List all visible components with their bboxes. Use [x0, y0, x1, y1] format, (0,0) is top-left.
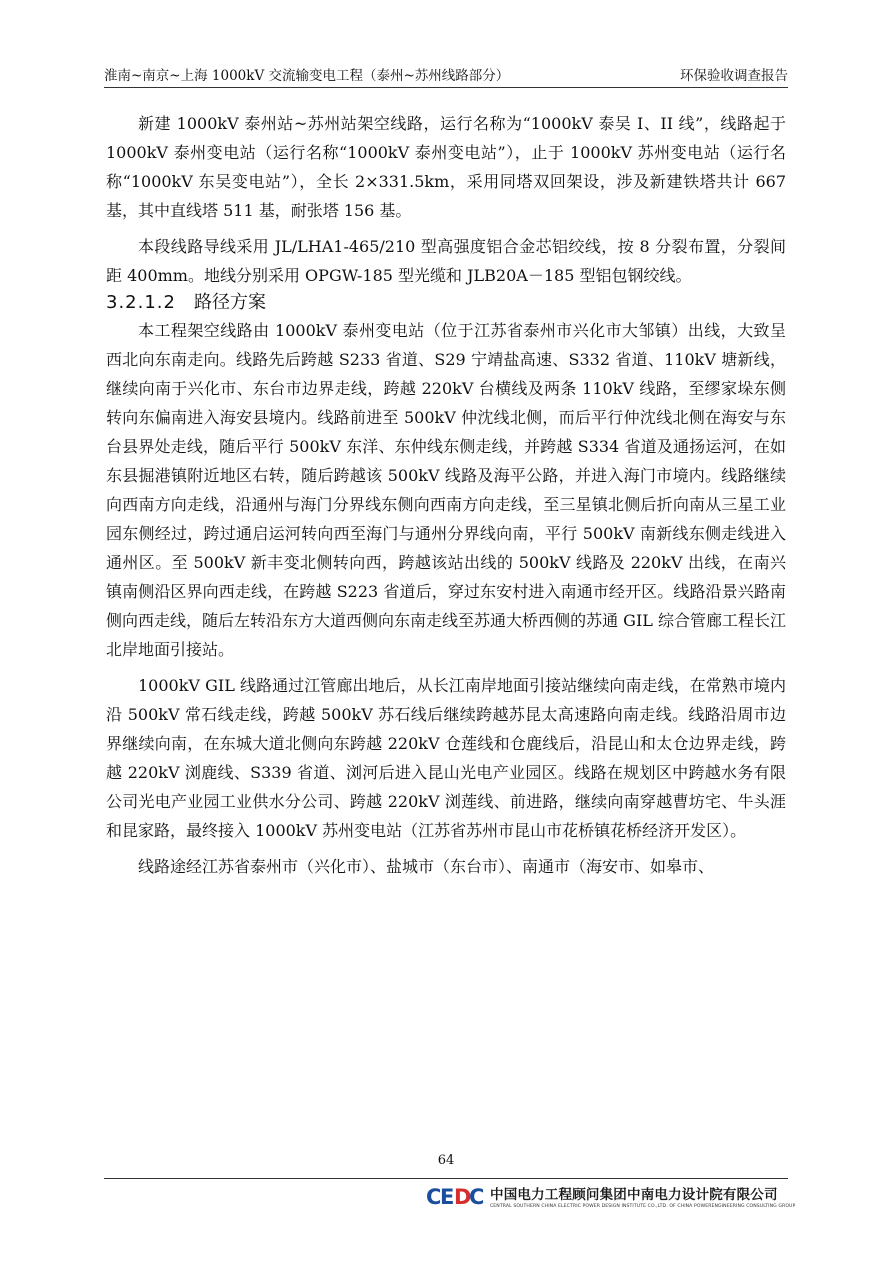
svg-text:E: E: [440, 1185, 454, 1209]
header-project-title: 淮南~南京~上海 1000kV 交流输变电工程（泰州~苏州线路部分）: [104, 68, 510, 84]
company-logo-icon: [426, 1183, 484, 1209]
paragraph: 本工程架空线路由 1000kV 泰州变电站（位于江苏省泰州市兴化市大邹镇）出线，大致呈西北向东南走向。线路先后跨越 S233 省道、S29 宁靖盐高速、S332 省道、110kV 塘新线，继续向南于兴化市、东台市边界走线，跨越 220kV 台横线及两条 110kV 线路，至缪家垛东侧转向东偏南进入海安县境内。线路前进至 500kV 仲沈线北侧，而后平行仲沈线北侧在海安与东台县界处走线，随后平行 500kV 东洋、东仲线东侧走线，并跨越 S334 省道及通扬运河，在如东县掘港镇附近地区右转，随后跨越该 500kV 线路及海平公路，并进入海门市境内。线路继续向西南方向走线，沿通州与海门分界线东侧向西南方向走线，至三星镇北侧后折向南从三星工业园东侧经过，跨过通启运河转向西至海门与通州分界线向南，平行 500kV 南新线东侧走线进入通州区。至 500kV 新丰变北侧转向西，跨越该站出线的 500kV 线路及 220kV 出线，在南兴镇南侧沿区界向西走线，在跨越 S223 省道后，穿过东安村进入南通市经开区。线路沿景兴路南侧向西走线，随后左转沿东方大道西侧向东南走线至苏通大桥西侧的苏通 GIL 综合管廊工程长江北岸地面引接站。: [106, 321, 786, 659]
header-report-type: 环保验收调查报告: [680, 68, 788, 84]
page-footer: [426, 1183, 795, 1209]
svg-text:D: D: [454, 1185, 471, 1209]
footer-divider: [104, 1178, 788, 1179]
document-body: [106, 109, 786, 881]
paragraph: 本段线路导线采用 JL/LHA1-465/210 型高强度铝合金芯铝绞线，按 8 分裂布置，分裂间距 400mm。地线分别采用 OPGW-185 型光缆和 JLB20A－185 型铝包钢绞线。: [106, 237, 786, 285]
paragraph: 线路途经江苏省泰州市（兴化市）、盐城市（东台市）、南通市（海安市、如皋市、: [138, 857, 715, 876]
svg-text:C: C: [426, 1185, 441, 1209]
section-number: 3.2.1.2: [106, 292, 176, 313]
page-number: 64: [437, 1153, 455, 1168]
svg-text:C: C: [469, 1185, 484, 1209]
company-name-en: CENTRAL SOUTHERN CHINA ELECTRIC POWER DESIGN INSTITUTE CO.,LTD. OF CHINA POWERENGINEERING CONSULTING GROUP: [490, 1204, 796, 1209]
page-header: [104, 62, 788, 88]
paragraph: 1000kV GIL 线路通过江管廊出地后，从长江南岸地面引接站继续向南走线，在常熟市境内沿 500kV 常石线走线，跨越 500kV 苏石线后继续跨越苏昆太高速路向南走线。线路沿周市边界继续向南，在东城大道北侧向东跨越 220kV 仓莲线和仓鹿线后，沿昆山和太仓边界走线，跨越 220kV 浏鹿线、S339 省道、浏河后进入昆山光电产业园区。线路在规划区中跨越水务有限公司光电产业园工业供水分公司、跨越 220kV 浏莲线、前进路，继续向南穿越曹坊宅、牛头涯和昆家路，最终接入 1000kV 苏州变电站（江苏省苏州市昆山市花桥镇花桥经济开发区）。: [106, 676, 786, 840]
section-heading: [106, 290, 786, 316]
section-title: 路径方案: [193, 292, 266, 313]
paragraph: 新建 1000kV 泰州站~苏州站架空线路，运行名称为“1000kV 泰吴 I、II 线”，线路起于 1000kV 泰州变电站（运行名称“1000kV 泰州变电站”），止于 1000kV 苏州变电站（运行名称“1000kV 东吴变电站”），全长 2×331.5km，采用同塔双回架设，涉及新建铁塔共计 667 基，其中直线塔 511 基，耐张塔 156 基。: [106, 114, 786, 220]
company-name-cn: 中国电力工程顾问集团中南电力设计院有限公司: [490, 1187, 778, 1203]
